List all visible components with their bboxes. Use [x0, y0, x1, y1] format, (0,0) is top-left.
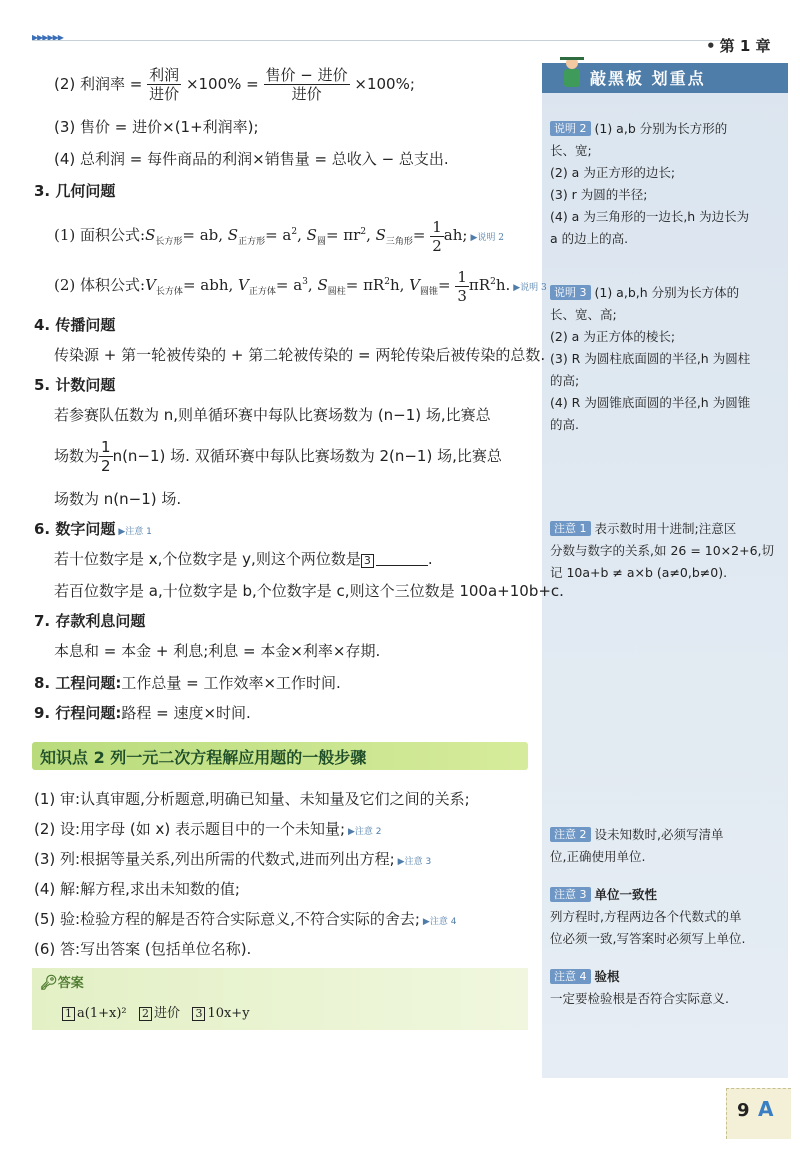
key-icon: 🔑︎: [40, 975, 58, 991]
note-explain-3: 说明 3 (1) a,b,h 分别为长方体的 长、宽、高; (2) a 为正方体的棱长; (3) R 为圆柱底面圆的半径,h 为圆柱 的高; (4) R 为圆锥底面圆的半径,h 为圆锥 的高.: [550, 285, 751, 432]
heading-interest: 7. 存款利息问题: [34, 612, 146, 630]
selling-price-formula: (3) 售价 = 进价×(1+利润率);: [54, 118, 259, 136]
profit-rate-formula: (2) 利润率 = $\frac{\text{利润}}{\text{进价}}$ ×100% = $\frac{\text{售价 − 进价}}{\text{进价}}$ ×100%;: [54, 66, 415, 103]
digit-text-1: 若十位数字是 x,个位数字是 y,则这个两位数是 3 .: [54, 550, 433, 568]
step-review: (1) 审:认真审题,分析题意,明确已知量、未知量及它们之间的关系;: [34, 790, 470, 808]
note-caution-2: 注意 2 设未知数时,必须写清单 位,正确使用单位.: [550, 827, 724, 864]
spread-text: 传染源 + 第一轮被传染的 + 第二轮被传染的 = 两轮传染后被传染的总数.: [54, 346, 546, 364]
knowledge-point-title: 知识点 2 列一元二次方程解应用题的一般步骤: [40, 748, 367, 767]
answer-label: 🔑︎答案: [40, 975, 84, 991]
logo-icon: A: [758, 1097, 774, 1121]
step-check: (5) 验:检验方程的解是否符合实际意义,不符合实际的舍去; ▶注意 4: [34, 910, 457, 928]
travel-line: 9. 行程问题:路程 = 速度×时间.: [34, 704, 251, 722]
note-caution-4: 注意 4 验根 一定要检验根是否符合实际意义.: [550, 969, 729, 1006]
counting-text-3: 场数为 n(n−1) 场.: [54, 490, 182, 508]
volume-formula: (2) 体积公式$:V_{长方体}=$ abh, $V_{正方体}= a^3$, $S_{圆柱}= \pi R^2h$, $V_{圆锥}=$ $\frac{1}{3}$ $\pi R^2h$. ▶说明 3: [54, 267, 547, 305]
note-caution-1: 注意 1 表示数时用十进制;注意区 分数与数字的关系,如 26 = 10×2+6,切 记 10a+b ≠ a×b (a≠0,b≠0).: [550, 521, 775, 580]
work-line: 8. 工程问题:工作总量 = 工作效率×工作时间.: [34, 674, 341, 692]
total-profit-formula: (4) 总利润 = 每件商品的利润×销售量 = 总收入 − 总支出.: [54, 150, 449, 168]
decorative-arrows: ▶▶▶▶▶▶: [32, 33, 63, 42]
heading-digit: 6. 数字问题 ▶注意 1: [34, 520, 152, 538]
sidebar-title: 敲黑板 划重点: [590, 69, 706, 88]
counting-text-1: 若参赛队伍数为 n,则单循环赛中每队比赛场数为 (n−1) 场,比赛总: [54, 406, 491, 424]
heading-geometry: 3. 几何问题: [34, 182, 116, 200]
step-assume: (2) 设:用字母 (如 x) 表示题目中的一个未知量; ▶注意 2: [34, 820, 382, 838]
chapter-label: • 第 1 章: [706, 37, 771, 55]
page-number: 9: [737, 1100, 750, 1121]
step-answer: (6) 答:写出答案 (包括单位名称).: [34, 940, 252, 958]
area-formula: (1) 面积公式$:S_{长方形}=$ ab, $S_{正方形}= a^2$, $S_圆= \pi r^2$, $S_{三角形}=$ $\frac{1}{2}$ ah; ▶说明 2: [54, 217, 504, 255]
heading-spread: 4. 传播问题: [34, 316, 116, 334]
answer-list: 1 a(1+x)² 2 进价 3 10x+y: [62, 1002, 250, 1021]
header-rule: [32, 40, 722, 41]
heading-counting: 5. 计数问题: [34, 376, 116, 394]
step-list: (3) 列:根据等量关系,列出所需的代数式,进而列出方程; ▶注意 3: [34, 850, 432, 868]
note-caution-3: 注意 3 单位一致性 列方程时,方程两边各个代数式的单 位必须一致,写答案时必须写上单位.: [550, 887, 746, 946]
interest-text: 本息和 = 本金 + 利息;利息 = 本金×利率×存期.: [54, 642, 381, 660]
digit-text-2: 若百位数字是 a,十位数字是 b,个位数字是 c,则这个三位数是 100a+10b+c.: [54, 582, 564, 600]
note-explain-2: 说明 2 (1) a,b 分别为长方形的 长、宽; (2) a 为正方形的边长; (3) r 为圆的半径; (4) a 为三角形的一边长,h 为边长为 a 的边上的高.: [550, 121, 750, 246]
counting-text-2: 场数为 $\frac{1}{2}$ n(n−1) 场. 双循环赛中每队比赛场数为 2(n−1) 场,比赛总: [54, 438, 502, 475]
teacher-icon: [558, 54, 586, 92]
step-solve: (4) 解:解方程,求出未知数的值;: [34, 880, 240, 898]
